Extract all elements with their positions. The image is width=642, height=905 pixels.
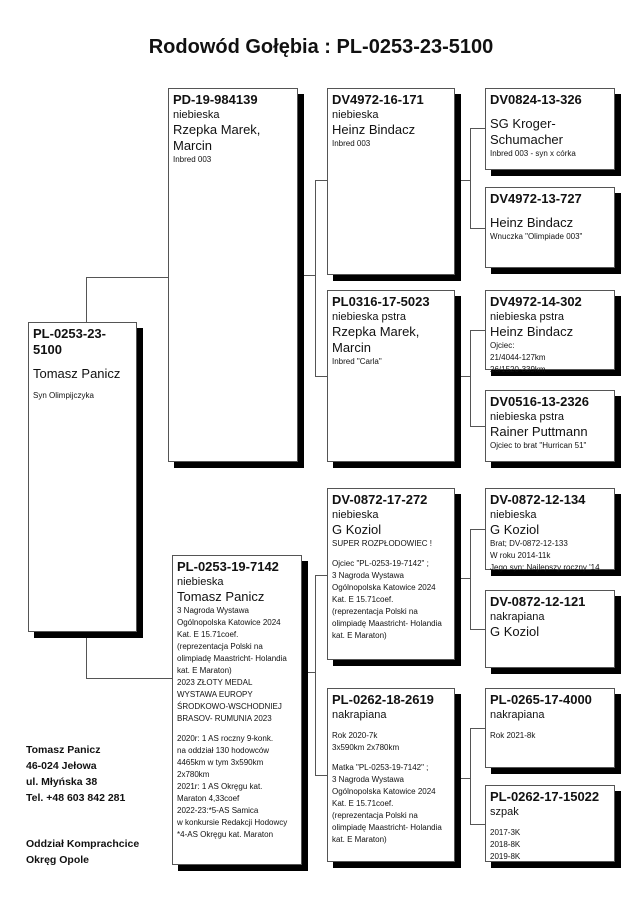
note-line: BRASOV- RUMUNIA 2023	[177, 714, 272, 723]
connector-line	[470, 128, 485, 129]
note-line: Inbred 003 - syn x córka	[490, 149, 576, 158]
pigeon-color: szpak	[490, 806, 519, 818]
contact-line: Tel. +48 603 842 281	[26, 792, 126, 804]
pigeon-card-subject	[28, 322, 137, 632]
note-line: (reprezentacja Polski na	[332, 607, 418, 616]
ring-number: DV-0872-12-121	[490, 594, 586, 609]
connector-line	[315, 180, 327, 181]
pigeon-color: nakrapiana	[490, 709, 545, 721]
note-line: kat. E Maraton)	[332, 631, 387, 640]
breeder: Rzepka Marek, Marcin	[332, 324, 420, 355]
breeder: G Koziol	[332, 522, 382, 537]
ring-number: PL0316-17-5023	[332, 294, 430, 309]
ring-number: DV-0872-12-134	[490, 492, 586, 507]
connector-line	[304, 275, 316, 276]
note-line: Wnuczka "Olimpiade 003"	[490, 232, 583, 241]
pigeon-card-dss	[485, 488, 615, 570]
note-line: Ojciec to brat "Hurrican 51"	[490, 441, 587, 450]
note-line: *4-AS Okręgu kat. Maraton	[177, 830, 274, 839]
connector-line	[315, 575, 327, 576]
note-line: 4465km w tym 3x590km	[177, 758, 264, 767]
note-line: 2019-8K	[490, 852, 521, 861]
note-line: w konkursie Redakcji Hodowcy	[177, 818, 288, 827]
note-line: kat. E Maraton)	[177, 666, 232, 675]
pigeon-color: niebieska pstra	[332, 311, 406, 323]
note-line: Rok 2020-7k	[332, 731, 378, 740]
note-line: ŚRODKOWO-WSCHODNIEJ	[177, 702, 282, 711]
note-line: 26/1520-339km	[490, 365, 546, 374]
breeder: Heinz Bindacz	[490, 324, 574, 339]
note-line: 2021r: 1 AS Okręgu kat.	[177, 782, 263, 791]
pigeon-card-ds	[327, 488, 455, 660]
pigeon-color: niebieska	[332, 109, 379, 121]
ring-number: DV0516-13-2326	[490, 394, 590, 409]
pigeon-card-dd	[327, 688, 455, 862]
connector-line	[470, 529, 471, 629]
note-line: 3 Nagroda Wystawa	[332, 571, 404, 580]
connector-line	[461, 376, 471, 377]
note-line: 2020r: 1 AS roczny 9-konk.	[177, 734, 274, 743]
note-line: (reprezentacja Polski na	[332, 811, 418, 820]
pigeon-card-sds	[485, 290, 615, 374]
connector-line	[470, 629, 485, 630]
note-line: Jego syn; Najlepszy roczny '14	[490, 563, 600, 572]
breeder: Heinz Bindacz	[490, 215, 574, 230]
pigeon-color: nakrapiana	[490, 611, 545, 623]
note-line: Brat; DV-0872-12-133	[490, 539, 568, 548]
connector-line	[86, 277, 168, 278]
note-line: na oddział 130 hodowców	[177, 746, 270, 755]
connector-line	[315, 376, 327, 377]
note-line: Inbred "Carla"	[332, 357, 382, 366]
connector-line	[308, 672, 316, 673]
note-line: 3 Nagroda Wystawa	[332, 775, 404, 784]
pigeon-card-dam	[172, 555, 302, 865]
connector-line	[461, 180, 471, 181]
pigeon-color: niebieska pstra	[490, 411, 564, 423]
ring-number: DV4972-14-302	[490, 294, 582, 309]
note-line: olimpiadę Maastricht- Holandia	[177, 654, 287, 663]
note-line: Ogólnopolska Katowice 2024	[177, 618, 281, 627]
breeder: SG Kroger-Schumacher	[490, 116, 563, 147]
connector-line	[470, 728, 485, 729]
pigeon-color: nakrapiana	[332, 709, 387, 721]
connector-line	[470, 330, 471, 426]
note-line: Matka "PL-0253-19-7142" ;	[332, 763, 429, 772]
breeder: G Koziol	[490, 624, 540, 639]
pigeon-color: niebieska pstra	[490, 311, 564, 323]
page-title: Rodowód Gołębia : PL-0253-23-5100	[148, 36, 494, 58]
note-line: 2023 ZŁOTY MEDAL	[177, 678, 253, 687]
ring-number: DV-0872-17-272	[332, 492, 428, 507]
breeder: Rzepka Marek, Marcin	[173, 122, 261, 153]
ring-number: PL-0265-17-4000	[490, 692, 592, 707]
note-line: Syn Olimpijczyka	[33, 391, 94, 400]
note-line: Inbred 003	[173, 155, 212, 164]
pigeon-card-dds	[485, 688, 615, 768]
ring-number: PD-19-984139	[173, 92, 258, 107]
note-line: Kat. E 15.71coef.	[332, 799, 394, 808]
pigeon-card-sdd	[485, 390, 615, 462]
pigeon-card-ssd	[485, 187, 615, 268]
connector-line	[315, 775, 327, 776]
pigeon-card-sd	[327, 290, 455, 462]
note-line: 2022-23:*5-AS Samica	[177, 806, 259, 815]
note-line: 2x780km	[177, 770, 210, 779]
contact-line: Tomasz Panicz	[26, 744, 101, 756]
note-line: 3 Nagroda Wystawa	[177, 606, 249, 615]
breeder: Rainer Puttmann	[490, 424, 588, 439]
note-line: 21/4044-127km	[490, 353, 546, 362]
connector-line	[315, 180, 316, 376]
pigeon-card-sss	[485, 88, 615, 170]
club-line: Oddział Komprachcice	[26, 838, 140, 850]
note-line: Ojciec "PL-0253-19-7142" ;	[332, 559, 429, 568]
note-line: WYSTAWA EUROPY	[177, 690, 253, 699]
breeder: Tomasz Panicz	[177, 589, 265, 604]
contact-line: 46-024 Jełowa	[26, 760, 97, 772]
connector-line	[470, 228, 485, 229]
ring-number: PL-0253-23-5100	[33, 326, 106, 357]
connector-line	[86, 277, 87, 322]
pigeon-color: niebieska	[177, 576, 224, 588]
connector-line	[470, 128, 471, 228]
note-line: Ogólnopolska Katowice 2024	[332, 787, 436, 796]
note-line: 2017-3K	[490, 828, 521, 837]
connector-line	[470, 728, 471, 824]
ring-number: DV0824-13-326	[490, 92, 582, 107]
breeder: G Koziol	[490, 522, 540, 537]
note-line: Kat. E 15.71coef.	[332, 595, 394, 604]
note-line: (reprezentacja Polski na	[177, 642, 263, 651]
pigeon-color: niebieska	[173, 109, 220, 121]
note-line: Maraton 4,33coef	[177, 794, 240, 803]
note-line: 2018-8K	[490, 840, 521, 849]
note-line: Ogólnopolska Katowice 2024	[332, 583, 436, 592]
pigeon-card-dsd	[485, 590, 615, 668]
connector-line	[86, 678, 172, 679]
ring-number: PL-0262-18-2619	[332, 692, 434, 707]
owner-contact	[26, 742, 125, 806]
club-line: Okręg Opole	[26, 854, 90, 866]
note-line: W roku 2014-11k	[490, 551, 551, 560]
breeder: Tomasz Panicz	[33, 366, 121, 381]
note-line: Inbred 003	[332, 139, 371, 148]
note-line: SUPER ROZPŁODOWIEC !	[332, 539, 433, 548]
connector-line	[86, 638, 87, 678]
contact-line: ul. Młyńska 38	[26, 776, 98, 788]
pigeon-card-ss	[327, 88, 455, 275]
connector-line	[470, 824, 485, 825]
connector-line	[461, 778, 471, 779]
breeder: Heinz Bindacz	[332, 122, 416, 137]
ring-number: PL-0253-19-7142	[177, 559, 279, 574]
note-line: olimpiadę Maastricht- Holandia	[332, 619, 442, 628]
connector-line	[315, 575, 316, 775]
note-line: Kat. E 15.71coef.	[177, 630, 239, 639]
pigeon-color: niebieska	[490, 509, 537, 521]
note-line: kat. E Maraton)	[332, 835, 387, 844]
connector-line	[461, 578, 471, 579]
connector-line	[470, 426, 485, 427]
note-line: Ojciec:	[490, 341, 515, 350]
connector-line	[470, 330, 485, 331]
note-line: Rok 2021-8k	[490, 731, 536, 740]
club-info	[26, 836, 139, 868]
ring-number: DV4972-16-171	[332, 92, 424, 107]
note-line: olimpiadę Maastricht- Holandia	[332, 823, 442, 832]
pigeon-card-sire	[168, 88, 298, 462]
ring-number: PL-0262-17-15022	[490, 789, 600, 804]
pigeon-card-ddd	[485, 785, 615, 862]
pigeon-color: niebieska	[332, 509, 379, 521]
note-line: 3x590km 2x780km	[332, 743, 400, 752]
connector-line	[470, 529, 485, 530]
ring-number: DV4972-13-727	[490, 191, 582, 206]
